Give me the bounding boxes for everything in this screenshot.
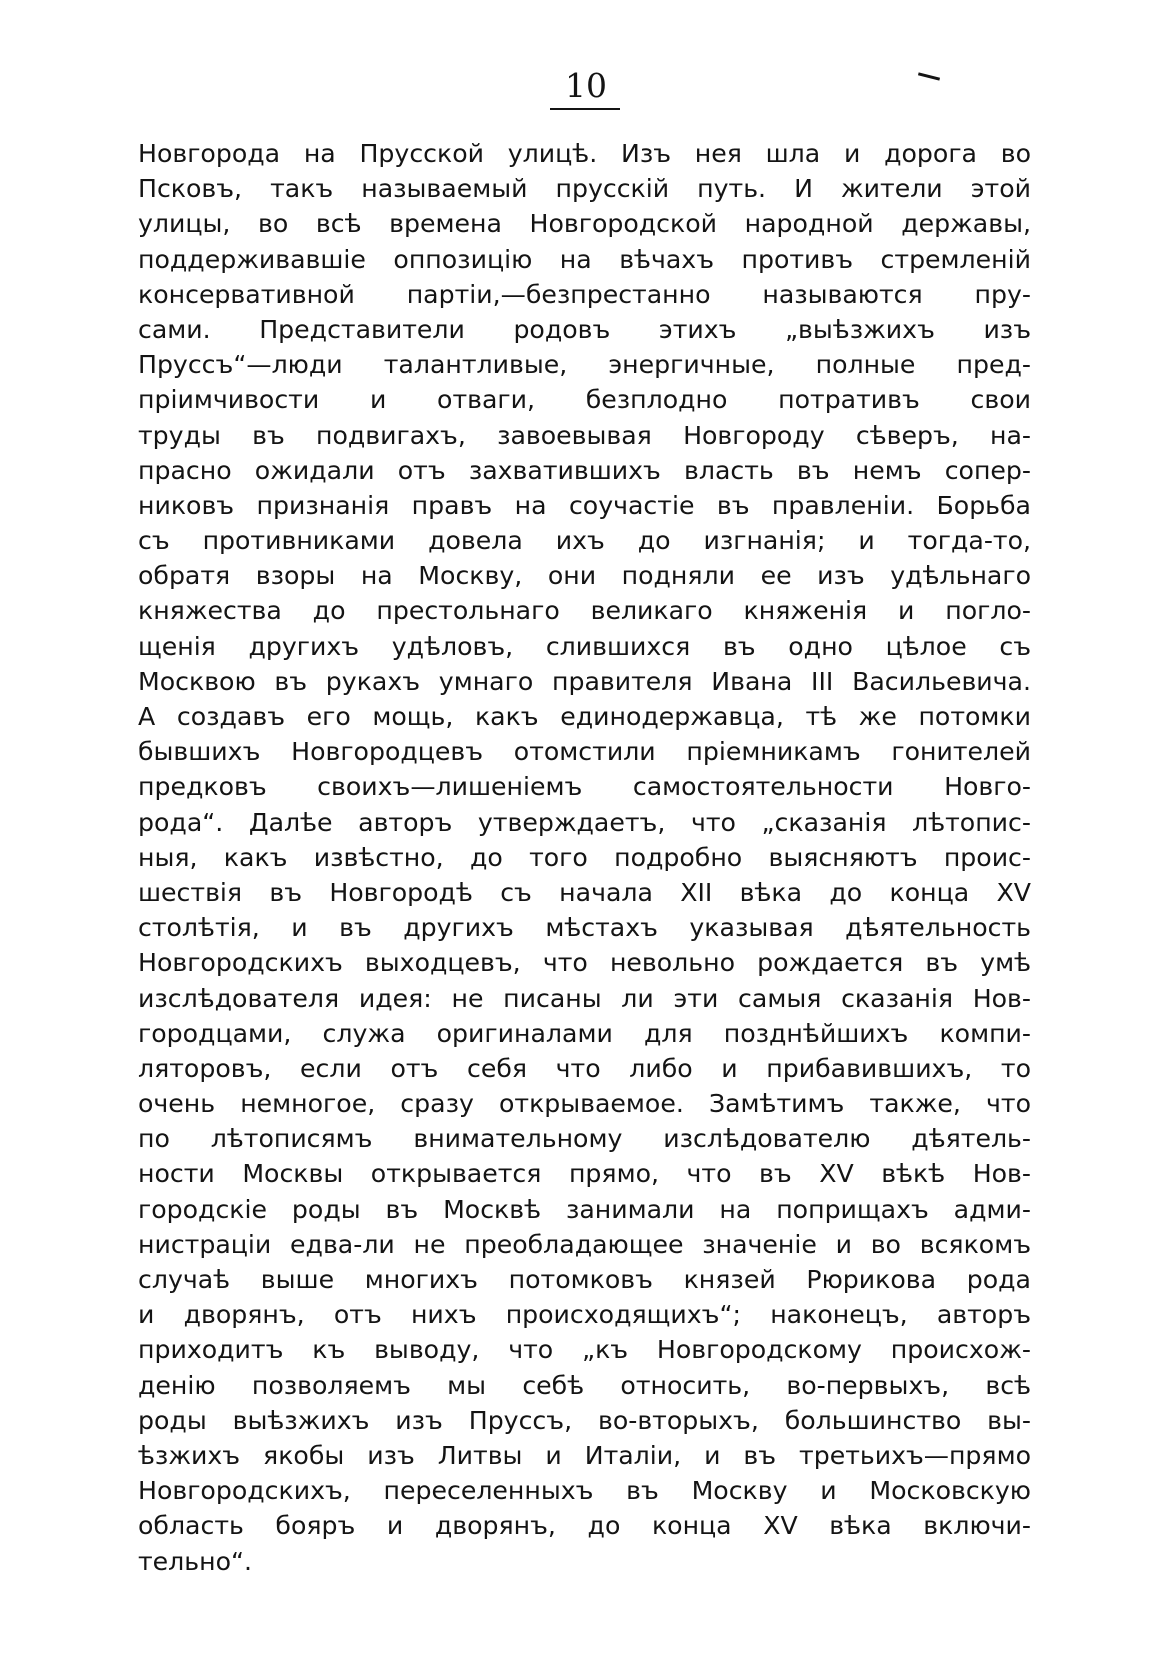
text-line: труды въ подвигахъ, завоевывая Новгороду сѣверъ, на- bbox=[138, 420, 1031, 450]
text-line: тельно“. bbox=[138, 1546, 253, 1576]
text-line: бывшихъ Новгородцевъ отомстили пріемникамъ гонителей bbox=[138, 737, 1031, 767]
text-line: улицы, во всѣ времена Новгородской народной державы, bbox=[138, 209, 1031, 239]
text-line: Новгородскихъ выходцевъ, что невольно рождается въ умѣ bbox=[138, 948, 1031, 978]
text-line: случаѣ выше многихъ потомковъ князей Рюрикова рода bbox=[138, 1265, 1031, 1294]
text-line: Москвою въ рукахъ умнаго правителя Ивана III Васильевича. bbox=[138, 666, 1031, 696]
text-line: пріимчивости и отваги, безплодно потративъ свои bbox=[138, 385, 1031, 415]
text-line: столѣтія, и въ другихъ мѣстахъ указывая дѣятельность bbox=[138, 913, 1031, 943]
text-line: поддерживавшіе оппозицію на вѣчахъ противъ стремленій bbox=[138, 244, 1031, 274]
text-line: городскіе роды въ Москвѣ занимали на поприщахъ адми- bbox=[138, 1194, 1031, 1224]
text-line: Новгородскихъ, переселенныхъ въ Москву и Московскую bbox=[138, 1476, 1031, 1506]
text-line: ности Москвы открывается прямо, что въ XV вѣкѣ Нов- bbox=[138, 1159, 1031, 1189]
body-text bbox=[138, 136, 1031, 1579]
text-line: денію позволяемъ мы себѣ относить, во-первыхъ, всѣ bbox=[138, 1370, 1031, 1400]
text-line: сами. Представители родовъ этихъ „выѣзжихъ изъ bbox=[138, 314, 1031, 344]
text-line: ляторовъ, если отъ себя что либо и прибавившихъ, то bbox=[138, 1053, 1031, 1083]
text-line: прасно ожидали отъ захватившихъ власть въ немъ сопер- bbox=[138, 455, 1031, 485]
text-line: консервативной партіи,—безпрестанно называются пру- bbox=[138, 279, 1031, 309]
text-line: предковъ своихъ—лишеніемъ самостоятельности Новго- bbox=[138, 772, 1031, 802]
text-line: Пруссъ“—люди талантливые, энергичные, полные пред- bbox=[138, 350, 1031, 380]
text-line: А создавъ его мощь, какъ единодержавца, тѣ же потомки bbox=[138, 702, 1031, 731]
text-line: съ противниками довела ихъ до изгнанія; и тогда-то, bbox=[138, 526, 1031, 556]
text-line: очень немногое, сразу открываемое. Замѣтимъ также, что bbox=[138, 1089, 1031, 1119]
text-line: шествія въ Новгородѣ съ начала XII вѣка до конца XV bbox=[138, 877, 1031, 907]
text-line: и дворянъ, отъ нихъ происходящихъ“; наконецъ, авторъ bbox=[138, 1300, 1031, 1330]
text-line: изслѣдователя идея: не писаны ли эти самыя сказанія Нов- bbox=[138, 983, 1031, 1013]
text-line: ѣзжихъ якобы изъ Литвы и Италіи, и въ третьихъ—прямо bbox=[138, 1440, 1031, 1470]
text-line: обратя взоры на Москву, они подняли ее изъ удѣльнаго bbox=[138, 561, 1031, 591]
text-line: никовъ признанія правъ на соучастіе въ правленіи. Борьба bbox=[138, 490, 1031, 520]
text-line: щенія другихъ удѣловъ, слившихся въ одно цѣлое съ bbox=[138, 631, 1031, 661]
text-line: городцами, служа оригиналами для позднѣйшихъ компи- bbox=[138, 1018, 1031, 1048]
text-line: Псковъ, такъ называемый прусскій путь. И жители этой bbox=[138, 174, 1031, 204]
text-line: приходитъ къ выводу, что „къ Новгородскому происхож- bbox=[138, 1335, 1031, 1365]
text-line: ныя, какъ извѣстно, до того подробно выясняютъ проис- bbox=[138, 842, 1031, 872]
text-line: княжества до престольнаго великаго княженія и погло- bbox=[138, 596, 1031, 626]
text-line: по лѣтописямъ внимательному изслѣдователю дѣятель- bbox=[138, 1124, 1031, 1154]
text-line: нистраціи едва-ли не преобладающее значеніе и во всякомъ bbox=[138, 1229, 1031, 1259]
text-line: роды выѣзжихъ изъ Пруссъ, во-вторыхъ, большинство вы- bbox=[138, 1405, 1031, 1435]
text-line: область бояръ и дворянъ, до конца XV вѣка включи- bbox=[138, 1511, 1031, 1541]
page-number-underline bbox=[550, 108, 620, 110]
text-line: Новгорода на Прусской улицѣ. Изъ нея шла и дорога во bbox=[138, 139, 1031, 168]
text-line: рода“. Далѣе авторъ утверждаетъ, что „сказанія лѣтопис- bbox=[138, 807, 1031, 837]
page-number: 10 bbox=[565, 66, 607, 105]
